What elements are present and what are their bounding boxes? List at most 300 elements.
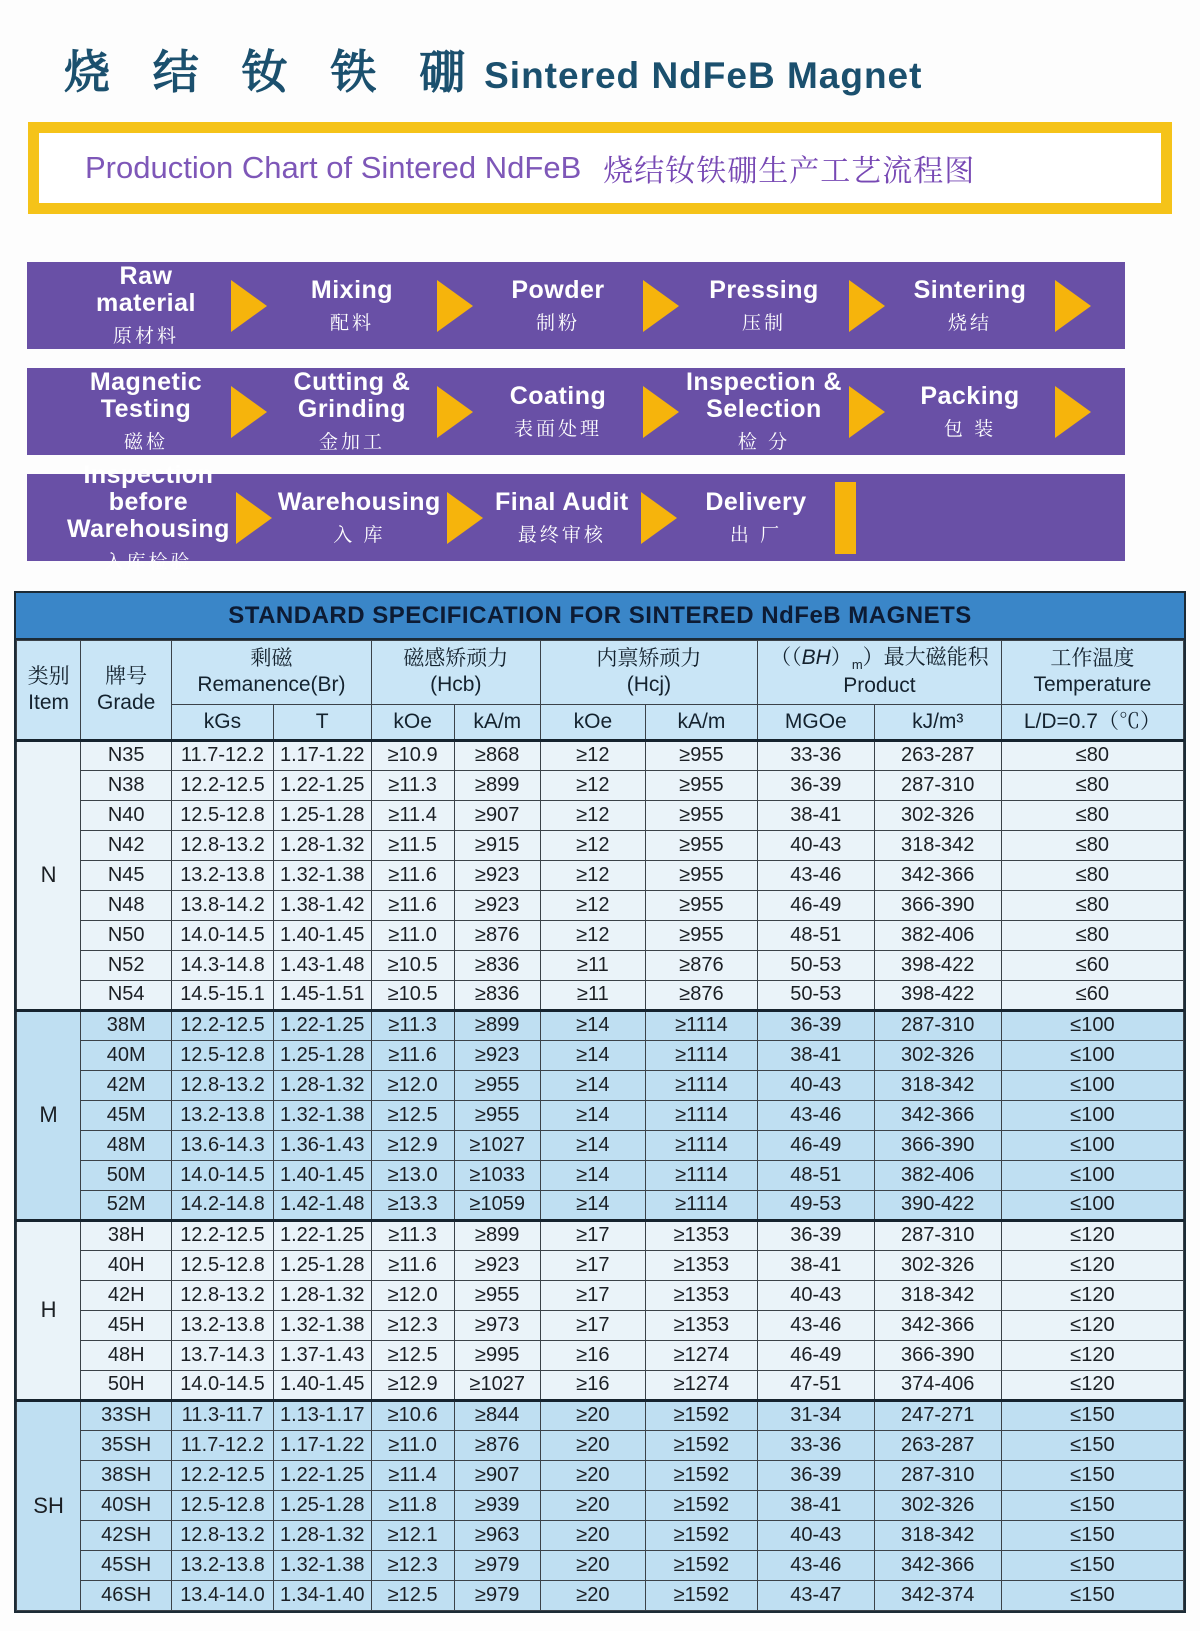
arrow-right-icon (1055, 280, 1091, 332)
value-cell: 1.43-1.48 (273, 950, 371, 980)
value-cell: 374-406 (874, 1370, 1001, 1400)
header-item (17, 641, 81, 741)
process-step-label-zh: 压制 (741, 312, 786, 334)
value-cell: ≥923 (454, 1250, 540, 1280)
arrow-right-icon (231, 280, 267, 332)
value-cell: ≥1592 (645, 1520, 757, 1550)
production-chart-title-zh: 烧结钕铁硼生产工艺流程图 (603, 155, 976, 188)
value-cell: ≥1059 (454, 1190, 540, 1220)
value-cell: ≤80 (1001, 890, 1183, 920)
spec-row (17, 1430, 1184, 1460)
grade-cell: 48M (81, 1130, 172, 1160)
value-cell: ≥11.6 (371, 1250, 454, 1280)
value-cell: ≤100 (1001, 1130, 1183, 1160)
spec-row (17, 1370, 1184, 1400)
process-step-label-zh: 原材料 (112, 326, 179, 347)
value-cell: ≤100 (1001, 1070, 1183, 1100)
value-cell: ≤100 (1001, 1040, 1183, 1070)
grade-cell: N50 (81, 920, 172, 950)
value-cell: ≥1592 (645, 1580, 757, 1610)
value-cell: ≥955 (645, 890, 757, 920)
process-step-label-zh: 磁检 (123, 432, 168, 453)
arrow-right-icon (643, 386, 679, 438)
value-cell: ≤150 (1001, 1460, 1183, 1490)
item-group-label: H (17, 1220, 81, 1400)
value-cell: 33-36 (757, 1430, 874, 1460)
grade-cell: N38 (81, 770, 172, 800)
value-cell: 1.32-1.38 (273, 1310, 371, 1340)
header-bhmax-en: Product (843, 674, 916, 698)
process-step-label-zh: 金加工 (318, 432, 385, 453)
value-cell: ≥844 (454, 1400, 540, 1430)
value-cell: ≥955 (645, 770, 757, 800)
process-step-label-en: Sintering (913, 275, 1027, 304)
value-cell: 318-342 (874, 1070, 1001, 1100)
value-cell: ≥1353 (645, 1220, 757, 1250)
value-cell: ≥876 (645, 950, 757, 980)
value-cell: 1.28-1.32 (273, 830, 371, 860)
document-title-zh: 烧 结 钕 铁 硼 (64, 46, 481, 98)
value-cell: 1.13-1.17 (273, 1400, 371, 1430)
value-cell: 287-310 (874, 1220, 1001, 1250)
value-cell: ≥12.3 (371, 1550, 454, 1580)
value-cell: 38-41 (757, 1040, 874, 1070)
process-step-label-zh: 烧结 (947, 312, 992, 334)
value-cell: ≥12 (540, 890, 645, 920)
value-cell: ≥955 (645, 740, 757, 770)
header-grade-zh: 牌号 (105, 664, 148, 688)
spec-row (17, 740, 1184, 770)
value-cell: 1.34-1.40 (273, 1580, 371, 1610)
process-step (679, 369, 849, 454)
spec-row (17, 1400, 1184, 1430)
value-cell: ≤150 (1001, 1490, 1183, 1520)
value-cell: 12.5-12.8 (172, 1490, 274, 1520)
value-cell: ≤80 (1001, 770, 1183, 800)
grade-cell: 45M (81, 1100, 172, 1130)
value-cell: ≥899 (454, 1010, 540, 1040)
process-step-label-en: Warehousing (277, 487, 441, 516)
value-cell: 11.7-12.2 (172, 1430, 274, 1460)
unit-koe-hcj: kOe (540, 704, 645, 740)
header-bhmax-zh: $((BH)_m)$最大磁能积 (770, 646, 989, 673)
value-cell: 287-310 (874, 1460, 1001, 1490)
spec-row (17, 1040, 1184, 1070)
arrow-right-icon (641, 492, 677, 544)
value-cell: ≥14 (540, 1070, 645, 1100)
value-cell: ≥955 (454, 1070, 540, 1100)
spec-row (17, 920, 1184, 950)
value-cell: ≥1027 (454, 1370, 540, 1400)
value-cell: 46-49 (757, 1130, 874, 1160)
value-cell: 47-51 (757, 1370, 874, 1400)
value-cell: ≥12.3 (371, 1310, 454, 1340)
value-cell: ≥1027 (454, 1130, 540, 1160)
value-cell: 12.5-12.8 (172, 800, 274, 830)
grade-cell: N35 (81, 740, 172, 770)
value-cell: 366-390 (874, 890, 1001, 920)
value-cell: 46-49 (757, 1340, 874, 1370)
value-cell: 43-46 (757, 860, 874, 890)
process-step-label-en: Raw material (96, 262, 196, 317)
process-flow (0, 262, 1200, 573)
value-cell: ≥1353 (645, 1250, 757, 1280)
value-cell: 1.25-1.28 (273, 800, 371, 830)
value-cell: ≥1592 (645, 1550, 757, 1580)
value-cell: ≥17 (540, 1280, 645, 1310)
value-cell: 302-326 (874, 1490, 1001, 1520)
value-cell: 38-41 (757, 800, 874, 830)
value-cell: ≥11.8 (371, 1490, 454, 1520)
value-cell: 366-390 (874, 1130, 1001, 1160)
process-step (267, 369, 437, 454)
grade-cell: N48 (81, 890, 172, 920)
process-step-label-en: Packing (920, 381, 1020, 410)
value-cell: ≥979 (454, 1550, 540, 1580)
value-cell: 40-43 (757, 1070, 874, 1100)
header-hcb (371, 641, 540, 705)
process-step-label-zh: 制粉 (535, 312, 580, 334)
value-cell: 49-53 (757, 1190, 874, 1220)
value-cell: ≥11.0 (371, 920, 454, 950)
value-cell: ≥899 (454, 770, 540, 800)
value-cell: ≥1592 (645, 1460, 757, 1490)
value-cell: ≥1114 (645, 1190, 757, 1220)
value-cell: 342-374 (874, 1580, 1001, 1610)
unit-mgoe: MGOe (757, 704, 874, 740)
item-group-label: M (17, 1010, 81, 1220)
value-cell: ≥11.3 (371, 1010, 454, 1040)
value-cell: ≥923 (454, 890, 540, 920)
item-group-label: N (17, 740, 81, 1010)
value-cell: 12.2-12.5 (172, 1010, 274, 1040)
grade-cell: N52 (81, 950, 172, 980)
value-cell: ≥11.3 (371, 770, 454, 800)
spec-row (17, 1250, 1184, 1280)
value-cell: ≤100 (1001, 1100, 1183, 1130)
value-cell: ≥12.5 (371, 1100, 454, 1130)
value-cell: ≥1114 (645, 1160, 757, 1190)
value-cell: 38-41 (757, 1490, 874, 1520)
value-cell: ≥20 (540, 1430, 645, 1460)
value-cell: 1.40-1.45 (273, 920, 371, 950)
value-cell: ≤120 (1001, 1220, 1183, 1250)
value-cell: 33-36 (757, 740, 874, 770)
value-cell: 302-326 (874, 800, 1001, 830)
value-cell: 40-43 (757, 1280, 874, 1310)
process-step (885, 383, 1055, 441)
header-temperature-zh: 工作温度 (1050, 647, 1135, 671)
value-cell: ≥14 (540, 1040, 645, 1070)
value-cell: ≥995 (454, 1340, 540, 1370)
value-cell: 1.32-1.38 (273, 1550, 371, 1580)
value-cell: 13.7-14.3 (172, 1340, 274, 1370)
value-cell: ≥12 (540, 740, 645, 770)
grade-cell: N40 (81, 800, 172, 830)
value-cell: 48-51 (757, 920, 874, 950)
value-cell: ≥12.5 (371, 1340, 454, 1370)
value-cell: ≥11.0 (371, 1430, 454, 1460)
spec-row (17, 1490, 1184, 1520)
value-cell: 38-41 (757, 1250, 874, 1280)
value-cell: 342-366 (874, 860, 1001, 890)
value-cell: 366-390 (874, 1340, 1001, 1370)
value-cell: ≤80 (1001, 830, 1183, 860)
value-cell: ≥17 (540, 1310, 645, 1340)
header-bhmax (757, 641, 1001, 705)
value-cell: 36-39 (757, 1220, 874, 1250)
process-step (61, 263, 231, 348)
value-cell: 1.22-1.25 (273, 770, 371, 800)
process-step (272, 489, 447, 547)
value-cell: ≥1114 (645, 1130, 757, 1160)
value-cell: ≥1592 (645, 1430, 757, 1460)
process-step-label-en: Delivery (705, 487, 807, 516)
header-remanence-zh: 剩磁 (250, 647, 293, 671)
header-hcj (540, 641, 757, 705)
value-cell: 1.22-1.25 (273, 1220, 371, 1250)
unit-t: T (273, 704, 371, 740)
value-cell: 382-406 (874, 920, 1001, 950)
value-cell: ≥1033 (454, 1160, 540, 1190)
grade-cell: 48H (81, 1340, 172, 1370)
value-cell: 11.3-11.7 (172, 1400, 274, 1430)
value-cell: ≤100 (1001, 1010, 1183, 1040)
value-cell: ≤60 (1001, 980, 1183, 1010)
value-cell: 1.40-1.45 (273, 1370, 371, 1400)
value-cell: ≥14 (540, 1190, 645, 1220)
value-cell: ≥1274 (645, 1340, 757, 1370)
spec-table (14, 591, 1186, 1613)
value-cell: 31-34 (757, 1400, 874, 1430)
value-cell: ≥20 (540, 1550, 645, 1580)
value-cell: 12.2-12.5 (172, 1220, 274, 1250)
value-cell: 50-53 (757, 950, 874, 980)
process-step-label-zh: 包 装 (943, 418, 997, 440)
spec-row (17, 1280, 1184, 1310)
value-cell: 1.38-1.42 (273, 890, 371, 920)
value-cell: ≤80 (1001, 920, 1183, 950)
value-cell: 36-39 (757, 1460, 874, 1490)
header-grade (81, 641, 172, 741)
value-cell: ≤120 (1001, 1250, 1183, 1280)
value-cell: ≥955 (454, 1280, 540, 1310)
value-cell: ≥12.9 (371, 1370, 454, 1400)
value-cell: 1.45-1.51 (273, 980, 371, 1010)
grade-cell: 50H (81, 1370, 172, 1400)
value-cell: 12.8-13.2 (172, 1070, 274, 1100)
value-cell: 1.22-1.25 (273, 1010, 371, 1040)
value-cell: 318-342 (874, 1520, 1001, 1550)
arrow-right-icon (1055, 386, 1091, 438)
value-cell: 398-422 (874, 950, 1001, 980)
process-flow-row (27, 460, 1125, 573)
value-cell: 50-53 (757, 980, 874, 1010)
value-cell: ≥12.0 (371, 1280, 454, 1310)
value-cell: ≥12.5 (371, 1580, 454, 1610)
process-step (679, 277, 849, 335)
value-cell: ≤80 (1001, 860, 1183, 890)
spec-row (17, 1130, 1184, 1160)
process-step-label-en: Coating (509, 381, 607, 410)
grade-cell: 38H (81, 1220, 172, 1250)
value-cell: 12.5-12.8 (172, 1040, 274, 1070)
value-cell: 13.2-13.8 (172, 860, 274, 890)
value-cell: 13.4-14.0 (172, 1580, 274, 1610)
value-cell: ≥868 (454, 740, 540, 770)
value-cell: ≥12.9 (371, 1130, 454, 1160)
value-cell: ≤80 (1001, 800, 1183, 830)
grade-cell: N54 (81, 980, 172, 1010)
grade-cell: 42SH (81, 1520, 172, 1550)
grade-cell: 42M (81, 1070, 172, 1100)
value-cell: 43-46 (757, 1550, 874, 1580)
value-cell: 1.28-1.32 (273, 1520, 371, 1550)
value-cell: ≥11.6 (371, 1040, 454, 1070)
value-cell: 263-287 (874, 740, 1001, 770)
header-hcj-zh: 内禀矫顽力 (596, 647, 702, 671)
process-step-label-en: Inspection before Warehousing (67, 460, 230, 543)
value-cell: 1.32-1.38 (273, 1100, 371, 1130)
arrow-right-icon (437, 386, 473, 438)
value-cell: ≥12 (540, 860, 645, 890)
process-flow-row (27, 368, 1125, 455)
value-cell: 1.37-1.43 (273, 1340, 371, 1370)
process-step-label-en: Pressing (709, 275, 819, 304)
grade-cell: 50M (81, 1160, 172, 1190)
value-cell: ≥11.5 (371, 830, 454, 860)
value-cell: ≥1114 (645, 1070, 757, 1100)
process-step (61, 462, 236, 574)
header-temperature (1001, 641, 1183, 705)
grade-cell: 40H (81, 1250, 172, 1280)
value-cell: ≥20 (540, 1580, 645, 1610)
unit-koe-hcb: kOe (371, 704, 454, 740)
value-cell: 318-342 (874, 830, 1001, 860)
spec-row (17, 1220, 1184, 1250)
spec-table-title: STANDARD SPECIFICATION FOR SINTERED NdFeB MAGNETS (16, 593, 1184, 640)
value-cell: 13.2-13.8 (172, 1310, 274, 1340)
value-cell: ≥20 (540, 1400, 645, 1430)
value-cell: ≤150 (1001, 1520, 1183, 1550)
process-step-label-zh: 最终审核 (517, 524, 606, 546)
value-cell: ≥17 (540, 1250, 645, 1280)
header-remanence-en: Remanence(Br) (197, 673, 346, 697)
arrow-right-icon (643, 280, 679, 332)
value-cell: ≥955 (645, 860, 757, 890)
value-cell: ≤150 (1001, 1400, 1183, 1430)
arrow-right-icon (447, 492, 483, 544)
grade-cell: 45H (81, 1310, 172, 1340)
value-cell: 342-366 (874, 1100, 1001, 1130)
arrow-right-icon (236, 492, 272, 544)
process-step-label-zh: 出 厂 (729, 524, 783, 546)
spec-row (17, 1160, 1184, 1190)
value-cell: ≥1114 (645, 1010, 757, 1040)
value-cell: ≥1353 (645, 1280, 757, 1310)
value-cell: 342-366 (874, 1550, 1001, 1580)
value-cell: 1.28-1.32 (273, 1280, 371, 1310)
spec-row (17, 800, 1184, 830)
value-cell: ≥973 (454, 1310, 540, 1340)
value-cell: 14.3-14.8 (172, 950, 274, 980)
value-cell: 14.0-14.5 (172, 1370, 274, 1400)
value-cell: 342-366 (874, 1310, 1001, 1340)
value-cell: ≥11.6 (371, 890, 454, 920)
spec-row (17, 830, 1184, 860)
value-cell: ≥876 (645, 980, 757, 1010)
value-cell: 11.7-12.2 (172, 740, 274, 770)
arrow-right-icon (437, 280, 473, 332)
value-cell: 13.2-13.8 (172, 1100, 274, 1130)
document-title (64, 36, 1200, 102)
value-cell: 302-326 (874, 1250, 1001, 1280)
value-cell: ≥1592 (645, 1400, 757, 1430)
grade-cell: 45SH (81, 1550, 172, 1580)
process-step-label-en: Mixing (310, 275, 394, 304)
value-cell: 1.32-1.38 (273, 860, 371, 890)
value-cell: ≥10.6 (371, 1400, 454, 1430)
value-cell: 12.8-13.2 (172, 830, 274, 860)
value-cell: ≤120 (1001, 1280, 1183, 1310)
value-cell: ≤60 (1001, 950, 1183, 980)
flow-end-bar-icon (835, 482, 856, 554)
spec-row (17, 860, 1184, 890)
value-cell: ≥836 (454, 950, 540, 980)
grade-cell: 35SH (81, 1430, 172, 1460)
value-cell: ≥11.4 (371, 800, 454, 830)
grade-cell: N42 (81, 830, 172, 860)
value-cell: 36-39 (757, 770, 874, 800)
process-step-label-en: Powder (511, 275, 605, 304)
production-chart-title-en: Production Chart of Sintered NdFeB (85, 150, 582, 185)
spec-row (17, 890, 1184, 920)
value-cell: 1.25-1.28 (273, 1490, 371, 1520)
header-hcj-en: (Hcj) (626, 673, 672, 697)
value-cell: ≤120 (1001, 1310, 1183, 1340)
value-cell: 1.25-1.28 (273, 1250, 371, 1280)
process-step (267, 277, 437, 335)
process-step-label-zh: 入 库 (333, 524, 386, 546)
value-cell: 40-43 (757, 830, 874, 860)
value-cell: ≥836 (454, 980, 540, 1010)
arrow-right-icon (849, 280, 885, 332)
header-grade-en: Grade (96, 690, 156, 714)
value-cell: ≥11.3 (371, 1220, 454, 1250)
value-cell: 263-287 (874, 1430, 1001, 1460)
value-cell: 12.5-12.8 (172, 1250, 274, 1280)
value-cell: 14.0-14.5 (172, 1160, 274, 1190)
value-cell: ≥14 (540, 1130, 645, 1160)
process-step-label-en: Cutting & Grinding (293, 368, 411, 423)
value-cell: ≥1274 (645, 1370, 757, 1400)
value-cell: ≤120 (1001, 1370, 1183, 1400)
grade-cell: N45 (81, 860, 172, 890)
value-cell: ≤150 (1001, 1550, 1183, 1580)
grade-cell: 38SH (81, 1460, 172, 1490)
process-flow-row (27, 262, 1125, 349)
process-step (677, 489, 835, 547)
value-cell: ≥17 (540, 1220, 645, 1250)
value-cell: ≥979 (454, 1580, 540, 1610)
header-hcb-zh: 磁感矫顽力 (403, 647, 509, 671)
spec-row (17, 770, 1184, 800)
value-cell: ≥12.1 (371, 1520, 454, 1550)
unit-kam-hcb: kA/m (454, 704, 540, 740)
value-cell: ≥13.3 (371, 1190, 454, 1220)
value-cell: 1.25-1.28 (273, 1040, 371, 1070)
value-cell: ≥14 (540, 1010, 645, 1040)
